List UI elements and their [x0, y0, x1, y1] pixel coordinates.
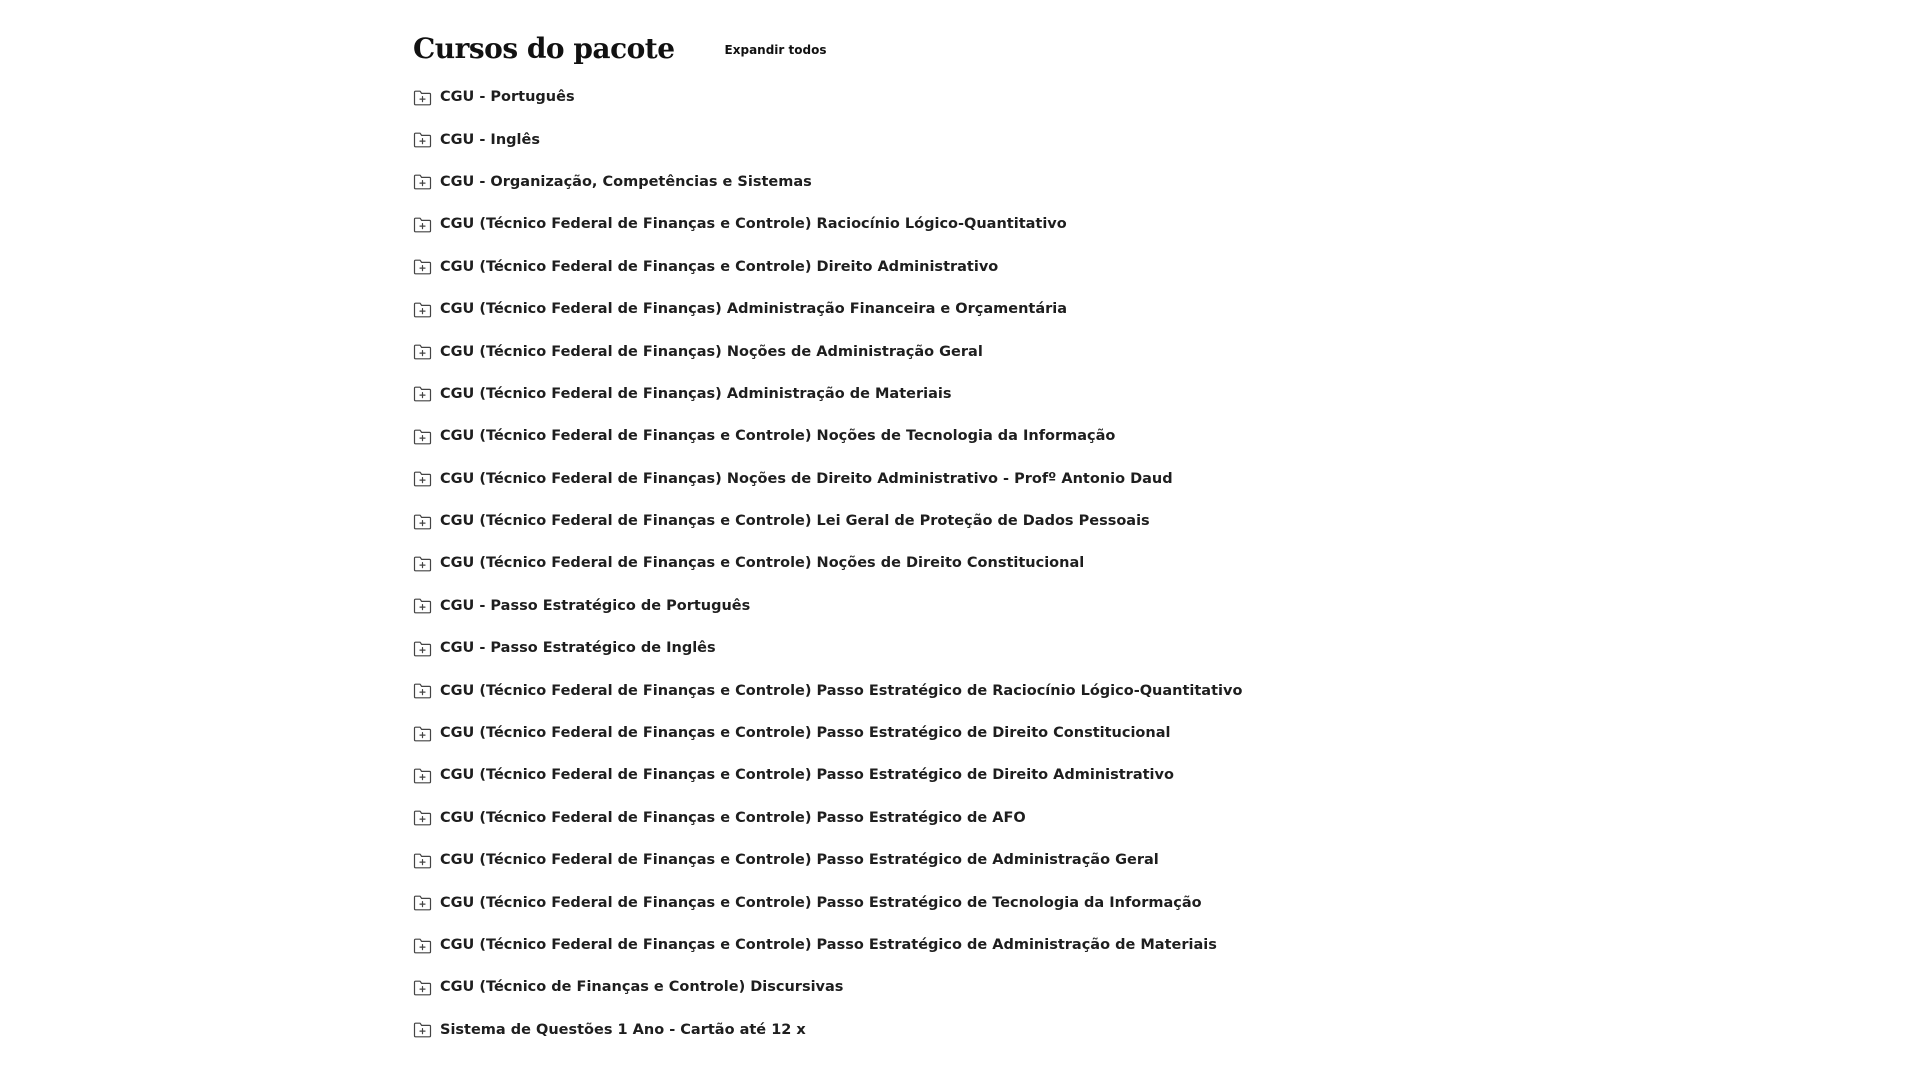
- course-item-13[interactable]: [413, 585, 1613, 627]
- course-label: CGU - Organização, Competências e Sistemas: [440, 173, 812, 190]
- course-item-21[interactable]: [413, 924, 1613, 966]
- course-item-3[interactable]: [413, 161, 1613, 203]
- course-item-5[interactable]: [413, 246, 1613, 288]
- expand-all-button[interactable]: Expandir todos: [724, 43, 827, 57]
- course-item-7[interactable]: [413, 330, 1613, 372]
- course-item-14[interactable]: [413, 627, 1613, 669]
- folder-plus-icon: [413, 513, 432, 530]
- course-item-2[interactable]: [413, 118, 1613, 160]
- folder-plus-icon: [413, 597, 432, 614]
- folder-plus-icon: [413, 682, 432, 699]
- course-label: CGU (Técnico Federal de Finanças e Controle) Noções de Tecnologia da Informação: [440, 428, 1116, 445]
- folder-plus-icon: [413, 258, 432, 275]
- course-item-16[interactable]: [413, 712, 1613, 754]
- course-item-23[interactable]: [413, 1009, 1613, 1051]
- folder-plus-icon: [413, 555, 432, 572]
- folder-plus-icon: [413, 894, 432, 911]
- course-item-1[interactable]: [413, 76, 1613, 118]
- course-label: CGU (Técnico Federal de Finanças) Administração de Materiais: [440, 385, 952, 402]
- course-list: [413, 76, 1613, 1051]
- course-item-22[interactable]: [413, 966, 1613, 1008]
- course-item-20[interactable]: [413, 881, 1613, 923]
- course-item-11[interactable]: [413, 500, 1613, 542]
- folder-plus-icon: [413, 979, 432, 996]
- course-label: CGU - Passo Estratégico de Inglês: [440, 640, 716, 657]
- course-label: Sistema de Questões 1 Ano - Cartão até 12 x: [440, 1021, 806, 1038]
- course-label: CGU (Técnico Federal de Finanças e Controle) Raciocínio Lógico-Quantitativo: [440, 216, 1067, 233]
- course-label: CGU (Técnico Federal de Finanças e Controle) Passo Estratégico de Raciocínio Lógico-Quantitativo: [440, 682, 1243, 699]
- course-item-15[interactable]: [413, 669, 1613, 711]
- course-label: CGU (Técnico Federal de Finanças e Controle) Passo Estratégico de Administração de Materiais: [440, 937, 1217, 953]
- folder-plus-icon: [413, 131, 432, 148]
- course-item-4[interactable]: [413, 203, 1613, 245]
- folder-plus-icon: [413, 428, 432, 445]
- folder-plus-icon: [413, 89, 432, 106]
- folder-plus-icon: [413, 640, 432, 657]
- course-item-18[interactable]: [413, 797, 1613, 839]
- course-label: CGU (Técnico Federal de Finanças e Controle) Direito Administrativo: [440, 258, 999, 275]
- course-label: CGU (Técnico Federal de Finanças e Controle) Passo Estratégico de Tecnologia da Informação: [440, 894, 1202, 911]
- page-title: Cursos do pacote: [413, 31, 675, 65]
- course-label: CGU - Inglês: [440, 131, 540, 148]
- course-item-8[interactable]: [413, 373, 1613, 415]
- course-label: CGU (Técnico Federal de Finanças) Noções de Administração Geral: [440, 343, 983, 360]
- folder-plus-icon: [413, 809, 432, 826]
- course-label: CGU (Técnico Federal de Finanças e Controle) Passo Estratégico de Direito Administrativo: [440, 767, 1174, 784]
- course-label: CGU - Passo Estratégico de Português: [440, 597, 751, 614]
- course-label: CGU (Técnico Federal de Finanças e Controle) Lei Geral de Proteção de Dados Pessoais: [440, 513, 1150, 530]
- course-label: CGU (Técnico Federal de Finanças) Noções de Direito Administrativo - Profº Antonio Daud: [440, 470, 1173, 487]
- folder-plus-icon: [413, 937, 432, 954]
- folder-plus-icon: [413, 767, 432, 784]
- folder-plus-icon: [413, 343, 432, 360]
- course-label: CGU (Técnico Federal de Finanças e Controle) Passo Estratégico de Direito Constitucional: [440, 725, 1171, 742]
- folder-plus-icon: [413, 173, 432, 190]
- course-item-10[interactable]: [413, 458, 1613, 500]
- course-item-19[interactable]: [413, 839, 1613, 881]
- folder-plus-icon: [413, 1021, 432, 1038]
- course-label: CGU (Técnico Federal de Finanças e Controle) Noções de Direito Constitucional: [440, 555, 1085, 572]
- course-label: CGU (Técnico Federal de Finanças e Controle) Passo Estratégico de AFO: [440, 809, 1026, 826]
- course-item-12[interactable]: [413, 542, 1613, 584]
- folder-plus-icon: [413, 470, 432, 487]
- course-label: CGU (Técnico Federal de Finanças) Administração Financeira e Orçamentária: [440, 301, 1068, 318]
- folder-plus-icon: [413, 852, 432, 869]
- courses-section: [413, 30, 1613, 1051]
- folder-plus-icon: [413, 216, 432, 233]
- course-item-6[interactable]: [413, 288, 1613, 330]
- course-item-17[interactable]: [413, 754, 1613, 796]
- folder-plus-icon: [413, 385, 432, 402]
- course-label: CGU (Técnico Federal de Finanças e Controle) Passo Estratégico de Administração Geral: [440, 852, 1159, 869]
- course-label: CGU (Técnico de Finanças e Controle) Discursivas: [440, 979, 844, 996]
- folder-plus-icon: [413, 725, 432, 742]
- course-item-9[interactable]: [413, 415, 1613, 457]
- course-label: CGU - Português: [440, 89, 575, 106]
- folder-plus-icon: [413, 301, 432, 318]
- section-header: [413, 30, 1613, 66]
